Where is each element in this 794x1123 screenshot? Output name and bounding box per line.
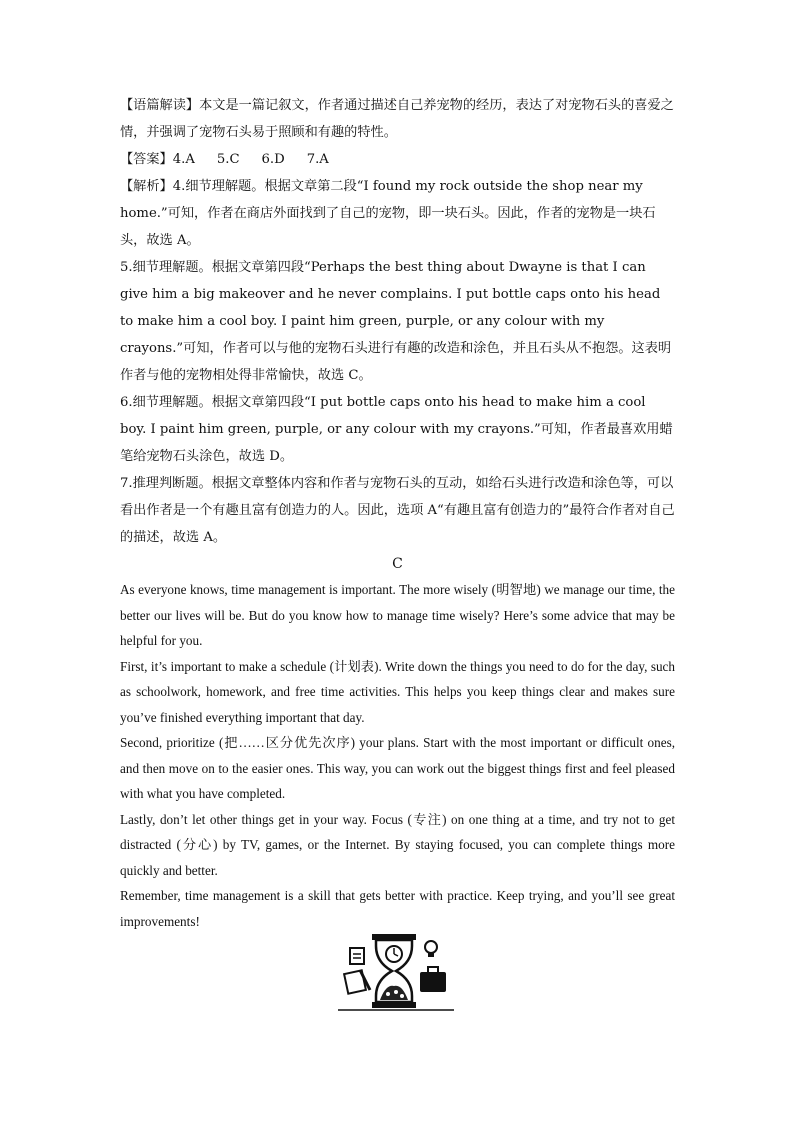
hourglass-time-management-icon — [336, 932, 456, 1014]
passage-paragraph: As everyone knows, time management is important. The more wisely (明智地) we manage our time, the better our lives will be. But do you know how to manage time wisely? Here’s some advice that may be helpful for you. — [120, 582, 675, 648]
answer-7: 7.A — [306, 152, 329, 167]
passage-label: C — [392, 556, 403, 572]
reading-analysis: 【语篇解读】本文是一篇记叙文，作者通过描述自己养宠物的经历，表达了对宠物石头的喜爱之情，并强调了宠物石头易于照顾和有趣的特性。 — [120, 98, 674, 140]
explanation-q7: 7.推理判断题。根据文章整体内容和作者与宠物石头的互动，如给石头进行改造和涂色等，可以看出作者是一个有趣且富有创造力的人。因此，选项 A“有趣且富有创造力的”最符合作者对自己的描述，故选 A。 — [120, 476, 675, 545]
passage-paragraph: Lastly, don’t let other things get in your way. Focus (专注) on one thing at a time, and try not to get distracted (分心) by TV, games, or the Internet. By staying focused, you can complete things more quickly and better. — [120, 811, 675, 878]
answer-6: 6.D — [261, 152, 285, 167]
passage-paragraph: Remember, time management is a skill that gets better with practice. Keep trying, and you’ll see great improvements! — [120, 888, 675, 929]
explanation-q5: 5.细节理解题。根据文章第四段“Perhaps the best thing about Dwayne is that I can give him a big makeover and he never complains. I put bottle caps onto his head to make him a cool boy. I paint him green, purple, or any colour with my crayons.”可知，作者可以与他的宠物石头进行有趣的改造和涂色，并且石头从不抱怨。这表明作者与他的宠物相处得非常愉快，故选 C。 — [120, 260, 672, 383]
document-page — [120, 92, 675, 934]
passage-paragraph: First, it’s important to make a schedule (计划表). Write down the things you need to do for the day, such as schoolwork, homework, and free time activities. This helps you keep things clear and makes sure you’ve finished everything important that day. — [120, 658, 675, 725]
answers-line — [120, 146, 675, 173]
answer-4: 4.A — [172, 152, 195, 167]
explanation-q6: 6.细节理解题。根据文章第四段“I put bottle caps onto his head to make him a cool boy. I paint him green, purple, or any colour with my crayons.”可知，作者最喜欢用蜡笔给宠物石头涂色，故选 D。 — [120, 395, 673, 464]
answer-5: 5.C — [216, 152, 240, 167]
passage-paragraph: Second, prioritize (把……区分优先次序) your plans. Start with the most important or difficult ones, and then move on to the easier ones. This way, you can work out the biggest things first and feel pleased with what you have completed. — [120, 735, 675, 801]
answers-label: 【答案】 — [120, 152, 173, 167]
explanation-q4: 【解析】4.细节理解题。根据文章第二段“I found my rock outside the shop near my home.”可知，作者在商店外面找到了自己的宠物，即一块石头。因此，作者的宠物是一块石头，故选 A。 — [120, 179, 656, 248]
